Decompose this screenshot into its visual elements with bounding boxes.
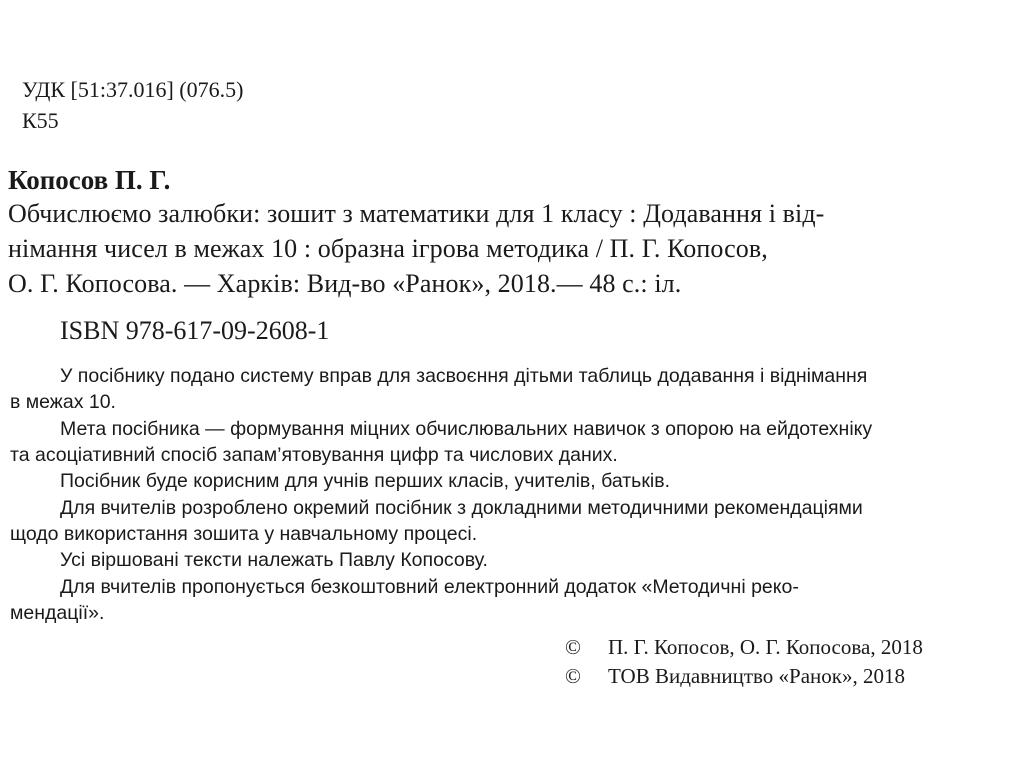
copyright-symbol: © [565,664,581,688]
annotation-line: Для вчителів пропонується безкоштовний електронний додаток «Методичні реко- [60,576,799,598]
udc-code: УДК [51:37.016] (076.5) [22,77,244,102]
annotation-line: Посібник буде корисним для учнів перших класів, учителів, батьків. [60,470,670,492]
bibliographic-title-line: Обчислюємо залюбки: зошит з математики для 1 класу : Додавання і від- [8,199,825,228]
isbn: ISBN 978-617-09-2608-1 [60,316,330,345]
annotation-line: Мета посібника — формування міцних обчислювальних навичок з опорою на ейдотехніку [60,418,873,440]
copyright-symbol: © [565,635,581,659]
annotation-line: Для вчителів розроблено окремий посібник з докладними методичними рекомендаціями [60,497,863,519]
annotation-line: У посібнику подано систему вправ для засвоєння дітьми таблиць додавання і віднімання [60,365,868,387]
bibliographic-title-line: О. Г. Копосова. — Харків: Вид-во «Ранок», 2018.— 48 с.: іл. [8,269,682,298]
bibliographic-title-line: німання чисел в межах 10 : образна ігрова методика / П. Г. Копосов, [8,234,768,263]
annotation-line: мендації». [10,602,105,624]
copyright-authors: П. Г. Копосов, О. Г. Копосова, 2018 [608,635,923,659]
annotation-line: в межах 10. [10,391,116,413]
annotation-line: Усі віршовані тексти належать Павлу Копосову. [60,549,488,571]
author-sign: К55 [22,108,59,133]
copyright-publisher: ТОВ Видавництво «Ранок», 2018 [608,664,905,688]
author-name: Копосов П. Г. [8,165,171,195]
annotation-line: та асоціативний спосіб запам’ятовування цифр та числових даних. [10,444,618,466]
annotation-line: щодо використання зошита у навчальному процесі. [10,523,478,545]
